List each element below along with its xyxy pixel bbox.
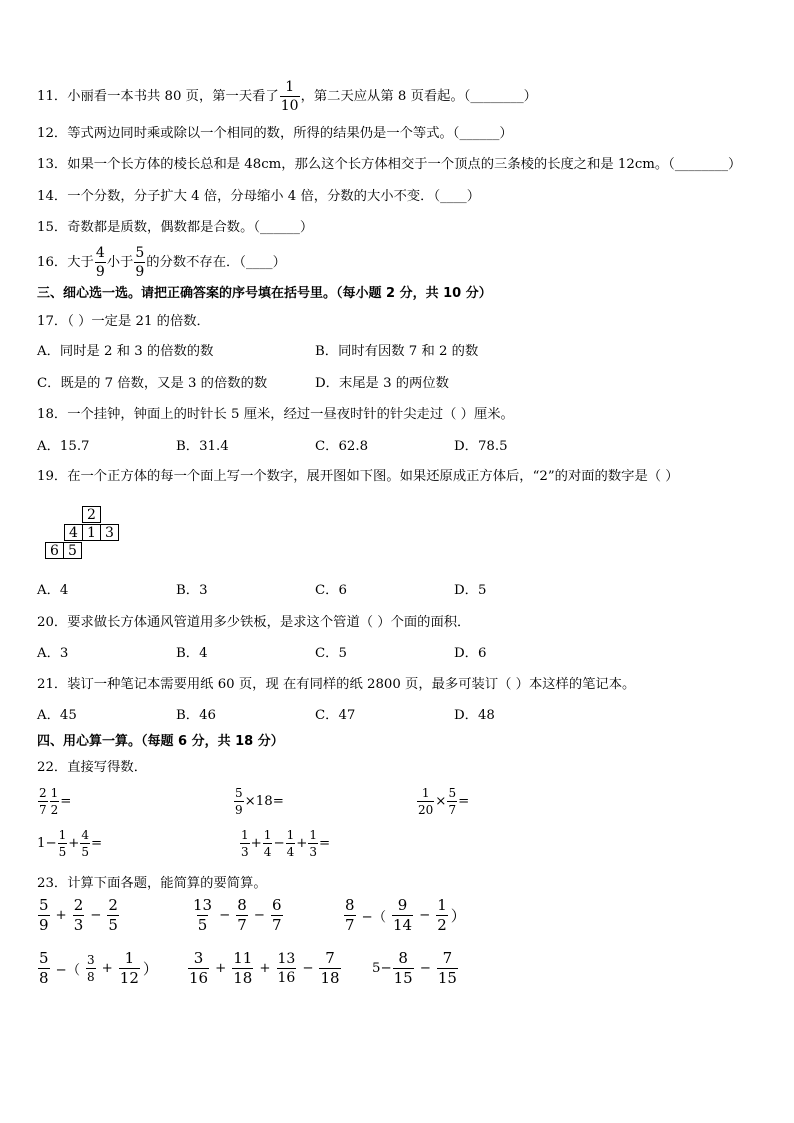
net-cell-4: 4 <box>64 524 83 541</box>
operator: + <box>215 961 227 976</box>
equals-sign: = <box>91 836 103 851</box>
operator: − <box>253 908 265 923</box>
question-18-stem: 18．一个挂钟，钟面上的时针长 5 厘米，经过一昼夜时针的针尖走过（ ）厘米。 <box>37 407 514 422</box>
q19-option-b: B．3 <box>176 583 208 598</box>
q16-fraction-2: $\frac{5}{9}$ <box>135 245 145 280</box>
operator: − <box>419 908 431 923</box>
question-14: 14．一个分数，分子扩大 4 倍，分母缩小 4 倍，分数的大小不变．（____） <box>37 189 481 204</box>
equals-sign: = <box>458 794 470 809</box>
fraction: $\frac{7}{15}$ <box>437 949 457 987</box>
close-paren: ） <box>142 960 158 978</box>
question-20-stem: 20．要求做长方体通风管道用多少铁板，是求这个管道（ ）个面的面积． <box>37 615 471 630</box>
fraction: $\frac{1}{3}$ <box>241 828 249 859</box>
fraction: $\frac{4}{5}$ <box>81 828 90 859</box>
operator-text: ×18= <box>244 794 284 809</box>
question-19-stem: 19．在一个正方体的每一个面上写一个数字，展开图如下图。如果还原成正方体后，“2”的对面的数字是（ ） <box>37 469 679 484</box>
fraction: $\frac{1}{4}$ <box>263 828 272 859</box>
fraction: $\frac{7}{18}$ <box>320 949 340 987</box>
q23-expr-2 <box>191 898 284 933</box>
fraction: $\frac{1}{5}$ <box>58 828 67 859</box>
q11-text-post: ，第二天应从第 8 页看起。（________） <box>300 89 537 104</box>
close-paren: ） <box>450 907 466 925</box>
q11-text-pre: 11．小丽看一本书共 80 页，第一天看了 <box>37 89 279 104</box>
net-cell-1: 1 <box>82 524 101 541</box>
fraction: $\frac{13}{5}$ <box>193 896 213 934</box>
fraction: $\frac{1}{4}$ <box>286 828 295 859</box>
question-23-stem: 23．计算下面各题，能简算的要简算。 <box>37 876 267 891</box>
operator: − <box>419 961 431 976</box>
operator: + <box>296 836 308 851</box>
leading-term: 1− <box>37 836 57 851</box>
operator: −（ <box>55 963 80 978</box>
q22-expr-4 <box>37 829 102 858</box>
q21-option-b: B．46 <box>176 708 216 723</box>
q23-expr-6 <box>372 951 459 986</box>
q18-option-c: C．62.8 <box>315 439 369 454</box>
q16-text-pre: 16．大于 <box>37 255 94 270</box>
question-17-stem: 17．（ ）一定是 21 的倍数． <box>37 314 210 329</box>
q20-option-d: D．6 <box>454 646 487 661</box>
q21-option-d: D．48 <box>454 708 495 723</box>
q22-expr-5 <box>239 829 330 858</box>
operator: −（ <box>361 910 386 925</box>
question-13: 13．如果一个长方体的棱长总和是 48cm，那么这个长方体相交于一个顶点的三条棱的长度之和是 12cm。（________） <box>37 157 742 172</box>
fraction: $\frac{13}{16}$ <box>277 951 296 986</box>
question-12: 12．等式两边同时乘或除以一个相同的数，所得的结果仍是一个等式。（______） <box>37 126 513 141</box>
q17-option-d: D．末尾是 3 的两位数 <box>315 376 449 391</box>
q18-option-b: B．31.4 <box>176 439 229 454</box>
fraction: $\frac{11}{18}$ <box>233 949 253 987</box>
fraction: $\frac{1}{2}$ <box>50 786 59 817</box>
q16-text-mid: 小于 <box>106 255 134 270</box>
fraction: $\frac{2}{3}$ <box>73 896 84 934</box>
net-cell-3: 3 <box>100 524 119 541</box>
operator: − <box>90 908 102 923</box>
q22-expr-2 <box>233 787 284 816</box>
fraction: $\frac{8}{7}$ <box>345 896 355 934</box>
q20-option-c: C．5 <box>315 646 347 661</box>
fraction: $\frac{3}{16}$ <box>189 949 209 987</box>
fraction: $\frac{6}{7}$ <box>271 896 282 934</box>
operator: − <box>219 908 231 923</box>
net-cell-5: 5 <box>63 542 82 559</box>
fraction: $\frac{5}{9}$ <box>39 896 49 934</box>
fraction: $\frac{9}{14}$ <box>393 896 413 934</box>
q16-fraction-1: $\frac{4}{9}$ <box>95 245 105 280</box>
operator: + <box>101 961 113 976</box>
operator: × <box>435 794 447 809</box>
q17-option-c: C．既是的 7 倍数，又是 3 的倍数的数 <box>37 376 268 391</box>
net-cell-6: 6 <box>45 542 64 559</box>
fraction: $\frac{1}{20}$ <box>418 786 434 817</box>
equals-sign: = <box>60 794 72 809</box>
q18-option-d: D．78.5 <box>454 439 508 454</box>
question-16 <box>37 246 286 279</box>
cube-net-diagram <box>40 506 160 562</box>
q19-option-c: C．6 <box>315 583 347 598</box>
fraction: $\frac{2}{5}$ <box>108 896 118 934</box>
q23-expr-1 <box>37 898 120 933</box>
section-4-heading: 四、用心算一算。（每题 6 分，共 18 分） <box>37 734 284 749</box>
operator: + <box>55 908 67 923</box>
question-21-stem: 21．装订一种笔记本需要用纸 60 页，现 在有同样的纸 2800 页，最多可装订（ ）本这样的笔记本。 <box>37 677 636 692</box>
question-22-stem: 22．直接写得数． <box>37 760 147 775</box>
q21-option-a: A．45 <box>37 708 77 723</box>
question-11 <box>37 80 537 113</box>
fraction: $\frac{3}{8}$ <box>87 953 95 984</box>
fraction: $\frac{5}{8}$ <box>39 949 49 987</box>
fraction: $\frac{1}{2}$ <box>437 896 447 934</box>
section-3-heading: 三、细心选一选。请把正确答案的序号填在括号里。（每小题 2 分，共 10 分） <box>37 286 492 301</box>
fraction: $\frac{8}{7}$ <box>237 896 247 934</box>
q20-option-b: B．4 <box>176 646 208 661</box>
q11-fraction: $\frac{1}{10}$ <box>280 79 299 114</box>
q19-option-a: A．4 <box>37 583 69 598</box>
q16-text-post: 的分数不存在．（____） <box>146 255 286 270</box>
operator: + <box>68 836 80 851</box>
q22-expr-1 <box>37 787 71 816</box>
q21-option-c: C．47 <box>315 708 356 723</box>
operator: − <box>273 836 285 851</box>
q17-option-b: B．同时有因数 7 和 2 的数 <box>315 344 479 359</box>
fraction: $\frac{1}{12}$ <box>119 949 139 987</box>
equals-sign: = <box>319 836 331 851</box>
q23-expr-5 <box>187 951 342 986</box>
fraction: $\frac{5}{9}$ <box>235 786 243 817</box>
q19-option-d: D．5 <box>454 583 487 598</box>
q17-option-a: A．同时是 2 和 3 的倍数的数 <box>37 344 214 359</box>
fraction: $\frac{2}{7}$ <box>39 786 47 817</box>
net-cell-2: 2 <box>82 506 101 523</box>
operator: + <box>259 961 271 976</box>
question-15: 15．奇数都是质数，偶数都是合数。（______） <box>37 220 314 235</box>
q23-expr-4 <box>37 951 160 986</box>
q18-option-a: A．15.7 <box>37 439 90 454</box>
q23-expr-3 <box>343 898 468 933</box>
fraction: $\frac{8}{15}$ <box>393 949 413 987</box>
q22-expr-3 <box>416 787 469 816</box>
leading-term: 5− <box>372 961 392 976</box>
fraction: $\frac{5}{7}$ <box>448 786 457 817</box>
operator: + <box>250 836 262 851</box>
fraction: $\frac{1}{3}$ <box>309 828 318 859</box>
q20-option-a: A．3 <box>37 646 69 661</box>
operator: − <box>302 961 314 976</box>
